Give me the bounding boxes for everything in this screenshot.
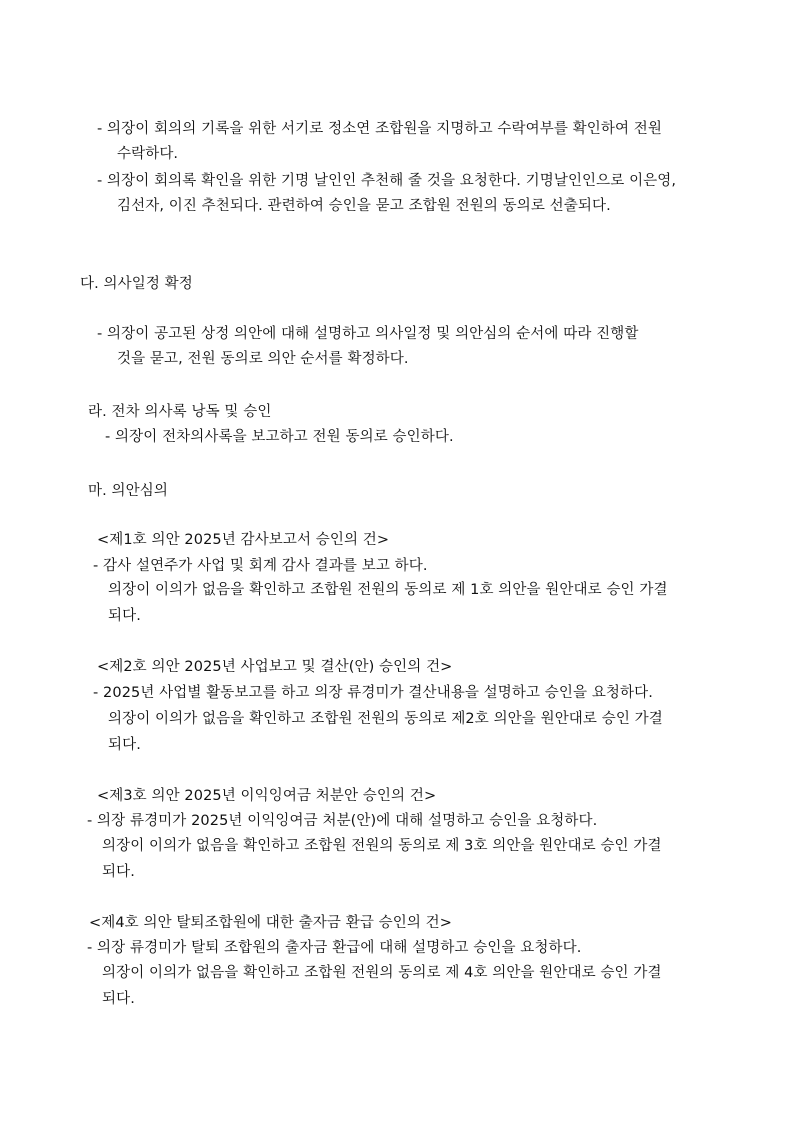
section-heading-ra: 라. 전차 의사록 낭독 및 승인: [88, 404, 272, 420]
text-line-6: - 의장이 공고된 상정 의안에 대해 설명하고 의사일정 및 의안심의 순서에 따라 진행할: [97, 326, 639, 342]
text-line-1: - 의장이 회의의 기록을 위한 서기로 정소연 조합원을 지명하고 수락여부를 확인하여 전원: [97, 121, 662, 137]
text-line-13: 의장이 이의가 없음을 확인하고 조합원 전원의 동의로 제 1호 의안을 원안대로 승인 가결: [108, 582, 668, 598]
text-line-24: - 의장 류경미가 탈퇴 조합원의 출자금 환급에 대해 설명하고 승인을 요청하다.: [87, 940, 582, 956]
section-heading-ma: 마. 의안심의: [88, 483, 168, 499]
text-line-14: 되다.: [108, 608, 141, 624]
agenda-title-1: <제1호 의안 2025년 감사보고서 승인의 건>: [97, 532, 390, 548]
text-line-22: 되다.: [102, 864, 135, 880]
text-line-7: 것을 묻고, 전원 동의로 의안 순서를 확정하다.: [117, 351, 409, 367]
text-line-25: 의장이 이의가 없음을 확인하고 조합원 전원의 동의로 제 4호 의안을 원안대로 승인 가결: [102, 965, 662, 981]
text-line-12: - 감사 설연주가 사업 및 회계 감사 결과를 보고 하다.: [93, 558, 428, 574]
text-line-18: 되다.: [108, 737, 141, 753]
text-line-9: - 의장이 전차의사록을 보고하고 전원 동의로 승인하다.: [105, 429, 454, 445]
agenda-title-2: <제2호 의안 2025년 사업보고 및 결산(안) 승인의 건>: [97, 659, 453, 675]
text-line-2: 수락하다.: [117, 146, 179, 162]
section-heading-da: 다. 의사일정 확정: [80, 276, 193, 292]
text-line-16: - 2025년 사업별 활동보고를 하고 의장 류경미가 결산내용을 설명하고 승인을 요청하다.: [93, 685, 653, 701]
text-line-3: - 의장이 회의록 확인을 위한 기명 날인인 추천해 줄 것을 요청한다. 기명날인인으로 이은영,: [97, 173, 677, 189]
text-line-20: - 의장 류경미가 2025년 이익잉여금 처분(안)에 대해 설명하고 승인을 요청하다.: [87, 813, 598, 829]
text-line-17: 의장이 이의가 없음을 확인하고 조합원 전원의 동의로 제2호 의안을 원안대로 승인 가결: [108, 711, 663, 727]
agenda-title-4: <제4호 의안 탈퇴조합원에 대한 출자금 환급 승인의 건>: [89, 915, 453, 931]
agenda-title-3: <제3호 의안 2025년 이익잉여금 처분안 승인의 건>: [97, 788, 437, 804]
text-line-21: 의장이 이의가 없음을 확인하고 조합원 전원의 동의로 제 3호 의안을 원안대로 승인 가결: [102, 838, 662, 854]
text-line-26: 되다.: [102, 991, 135, 1007]
text-line-4: 김선자, 이진 추천되다. 관련하여 승인을 묻고 조합원 전원의 동의로 선출되다.: [117, 198, 611, 214]
